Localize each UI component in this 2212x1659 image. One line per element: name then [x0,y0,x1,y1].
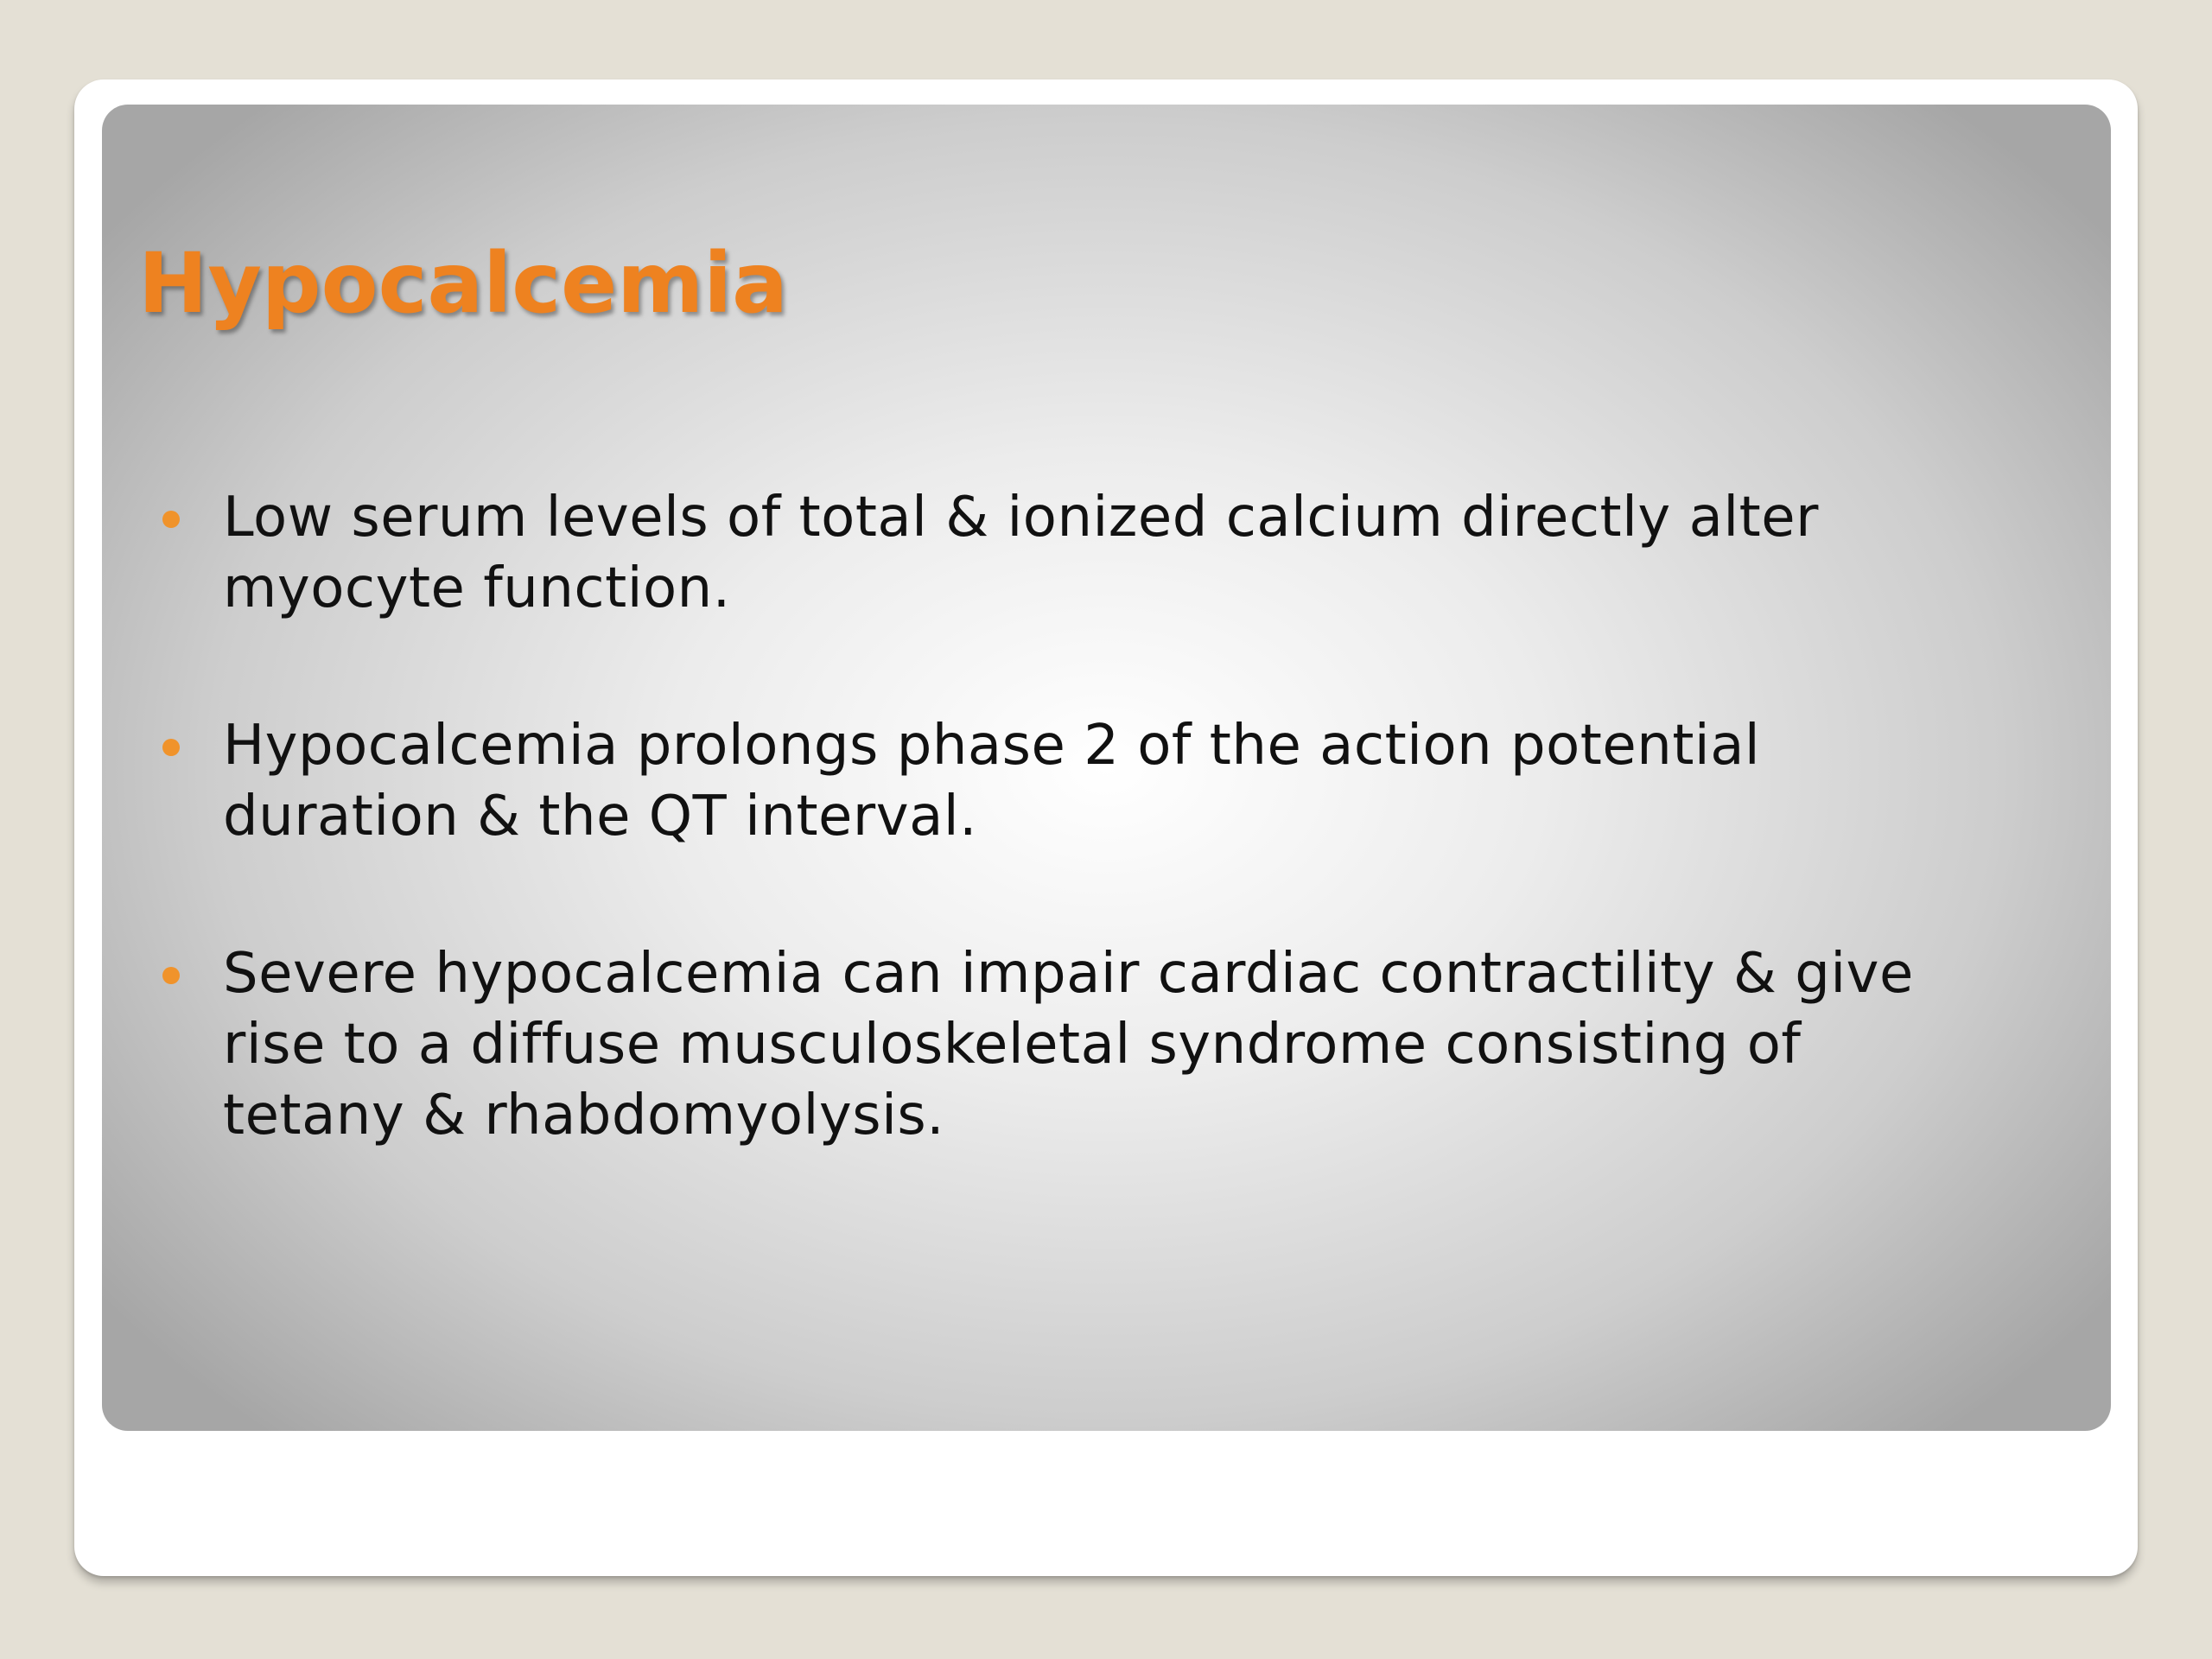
bullet-item [223,482,2089,624]
bullet-item [223,710,2089,852]
bullet-list [223,482,2089,1237]
bullet-text-line: rise to a diffuse musculoskeletal syndrome consisting of [223,1013,1802,1077]
bullet-text-line: myocyte function. [223,556,731,620]
bullet-dot-icon [162,739,180,756]
bullet-text-line: Low serum levels of total & ionized calcium directly alter [223,486,1819,550]
bullet-item [223,938,2089,1151]
bullet-text-line: duration & the QT interval. [223,785,977,849]
slide-title: Hypocalcemia [138,235,788,332]
bullet-text-line: Hypocalcemia prolongs phase 2 of the action potential [223,714,1761,778]
bullet-text-line: tetany & rhabdomyolysis. [223,1084,945,1147]
bullet-dot-icon [162,967,180,984]
bullet-dot-icon [162,511,180,528]
bullet-text-line: Severe hypocalcemia can impair cardiac contractility & give [223,942,1914,1006]
